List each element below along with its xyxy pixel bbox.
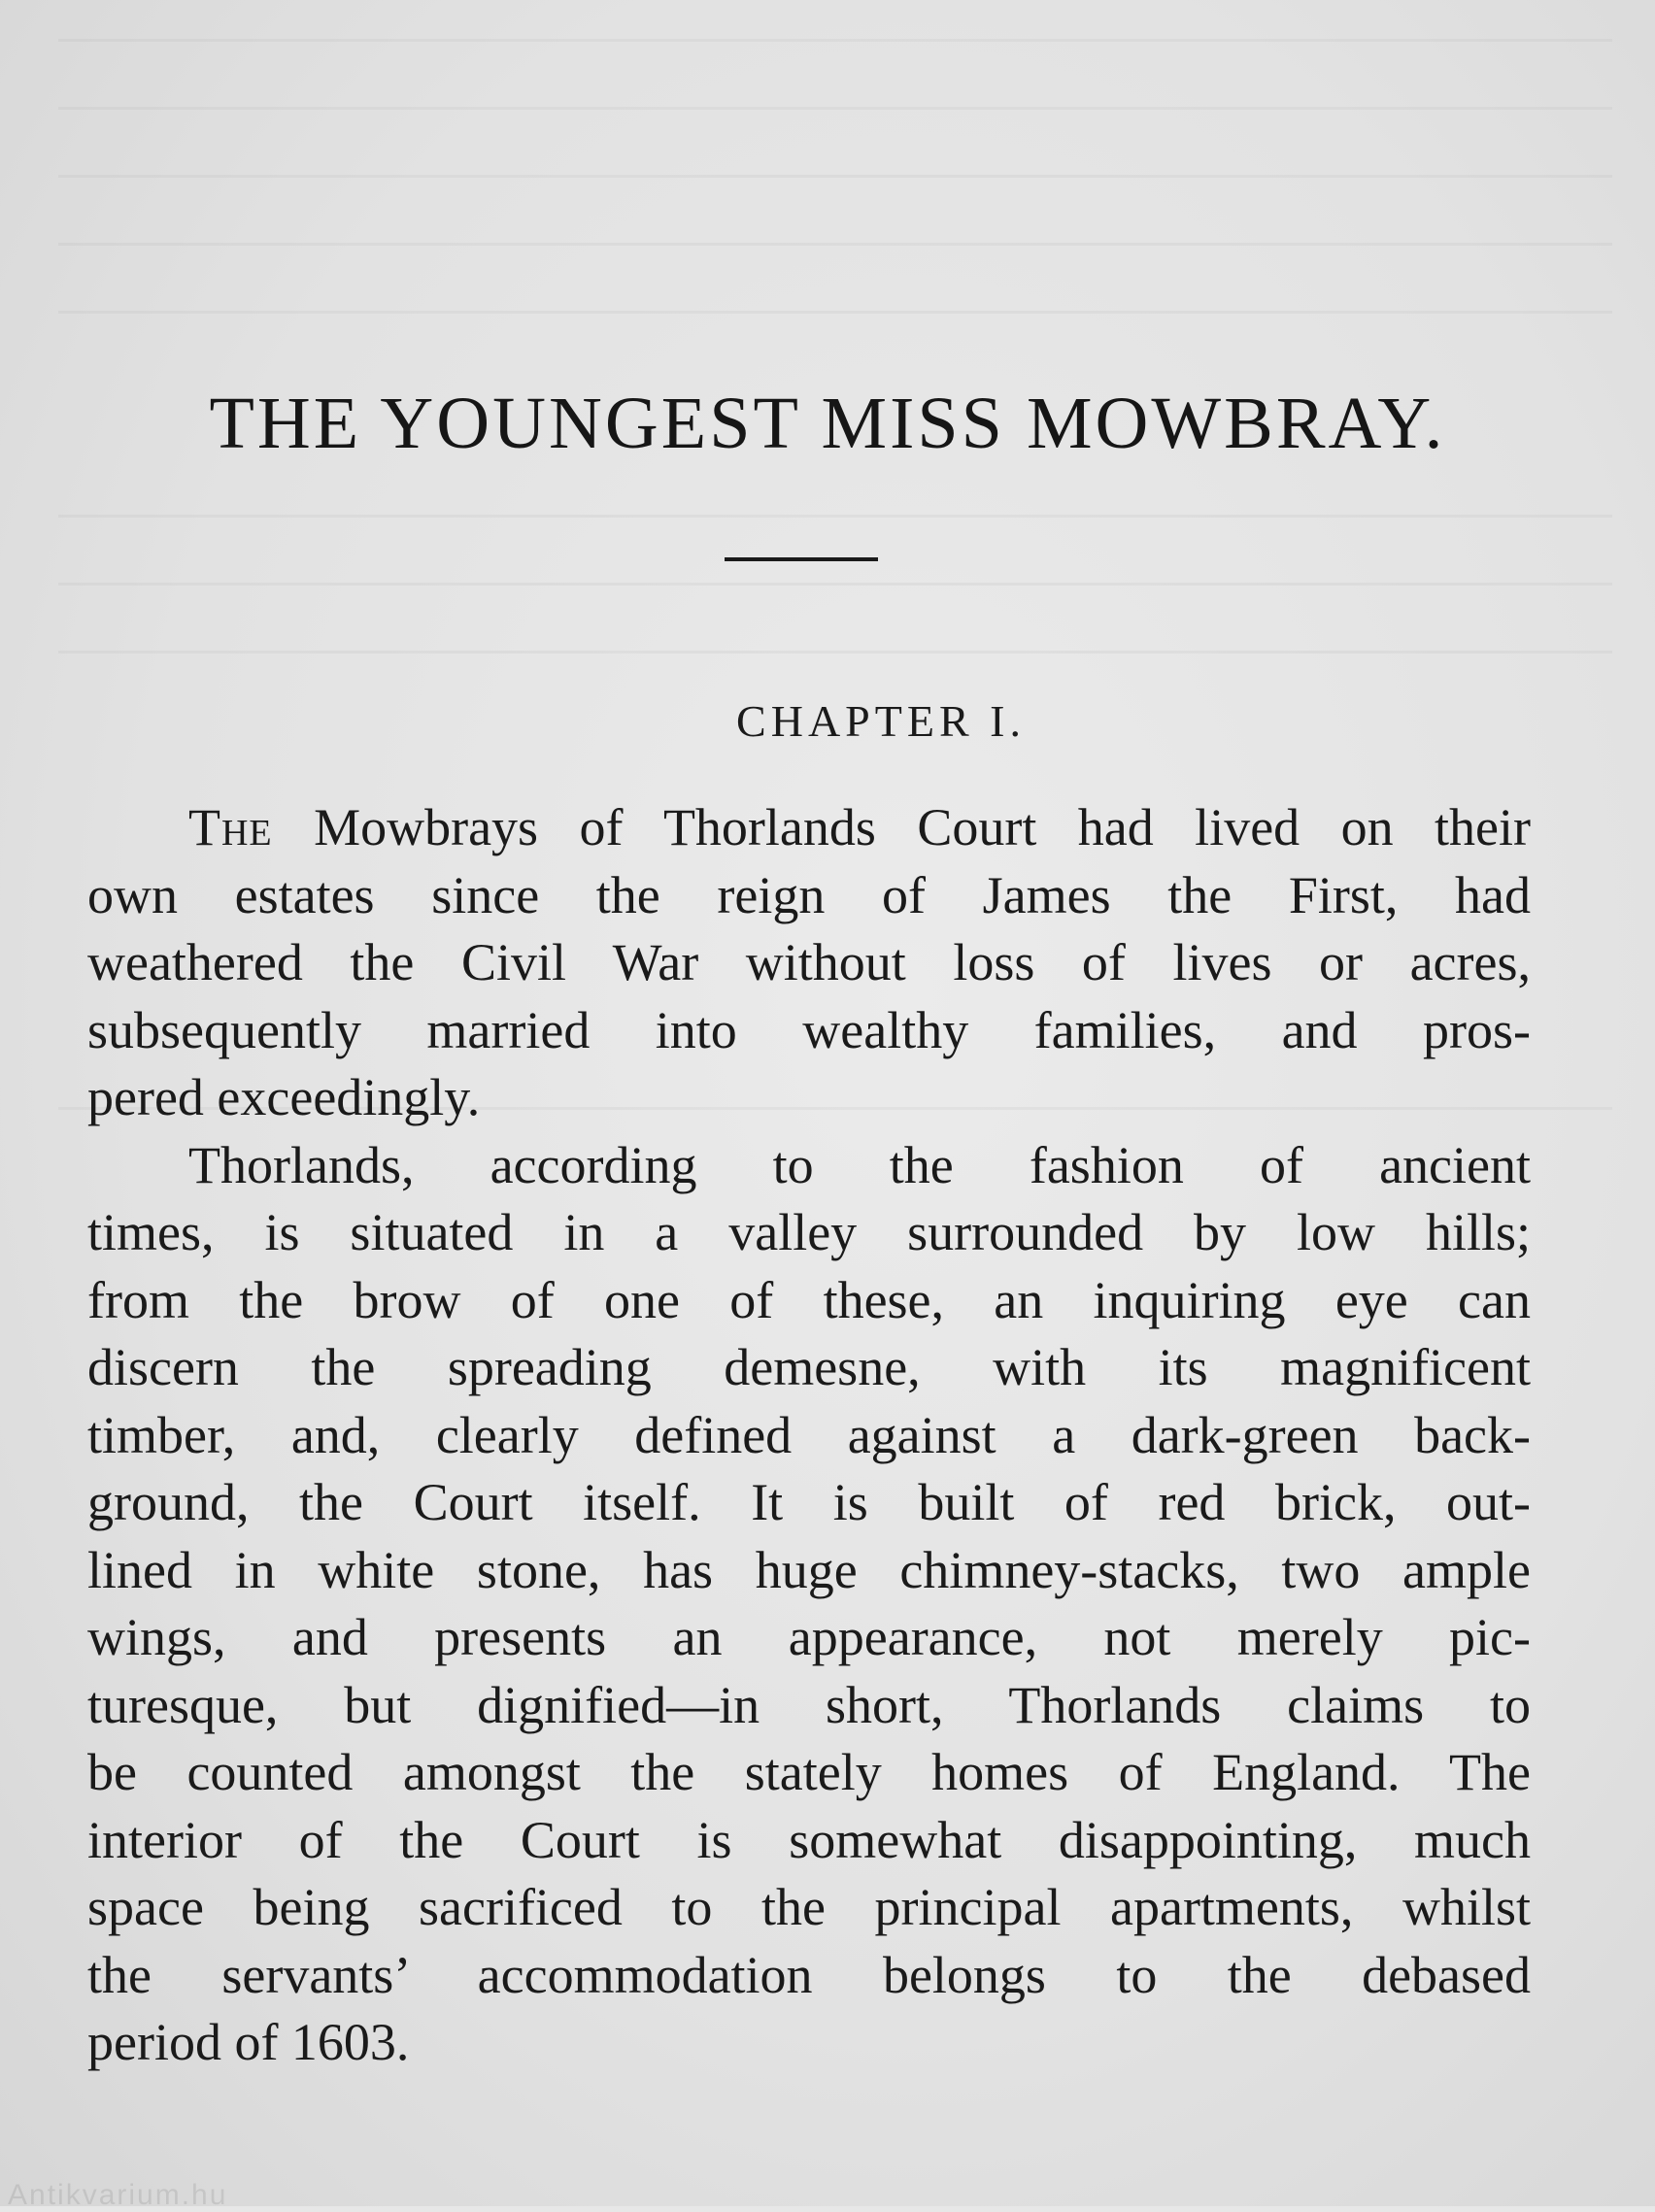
chapter-heading: CHAPTER I. — [736, 696, 1026, 746]
text-line: interior of the Court is somewhat disappointing, much — [87, 1810, 1531, 1869]
bleed-through-line — [58, 311, 1612, 314]
paragraph-lead-word: The — [188, 798, 273, 856]
chapter-body — [87, 794, 1531, 2077]
text-line: pered exceedingly. — [87, 1068, 481, 1126]
title-divider — [725, 557, 878, 561]
text-line: period of 1603. — [87, 2013, 410, 2071]
text-line: be counted amongst the stately homes of England. The — [87, 1743, 1531, 1801]
text-line: space being sacrificed to the principal apartments, whilst — [87, 1878, 1531, 1936]
text-line: own estates since the reign of James the First, had — [87, 865, 1531, 924]
bleed-through-line — [58, 515, 1612, 518]
bleed-through-line — [58, 107, 1612, 110]
text-line: timber, and, clearly defined against a dark-green back- — [87, 1405, 1531, 1464]
book-title: THE YOUNGEST MISS MOWBRAY. — [209, 383, 1446, 464]
bleed-through-line — [58, 175, 1612, 178]
text-line: discern the spreading demesne, with its magnificent — [87, 1338, 1531, 1396]
text-line: turesque, but dignified—in short, Thorlands claims to — [87, 1675, 1531, 1734]
text-line: The Mowbrays of Thorlands Court had lived on their — [188, 798, 1531, 856]
text-line: from the brow of one of these, an inquiring eye can — [87, 1270, 1531, 1329]
text-line: wings, and presents an appearance, not merely pic- — [87, 1608, 1531, 1666]
bleed-through-line — [58, 583, 1612, 586]
text-line: lined in white stone, has huge chimney-stacks, two ample — [87, 1540, 1531, 1599]
text-line: weathered the Civil War without loss of lives or acres, — [87, 933, 1531, 991]
text-line: the servants’ accommodation belongs to the debased — [87, 1945, 1531, 2004]
text-line: times, is situated in a valley surrounded by low hills; — [87, 1203, 1531, 1261]
watermark: Antikvarium.hu — [8, 2179, 228, 2211]
bleed-through-line — [58, 651, 1612, 654]
text-line: Thorlands, according to the fashion of ancient — [188, 1135, 1531, 1194]
text-line: ground, the Court itself. It is built of red brick, out- — [87, 1473, 1531, 1531]
bleed-through-line — [58, 243, 1612, 246]
text-line: subsequently married into wealthy families, and pros- — [87, 1000, 1531, 1059]
bleed-through-line — [58, 39, 1612, 42]
